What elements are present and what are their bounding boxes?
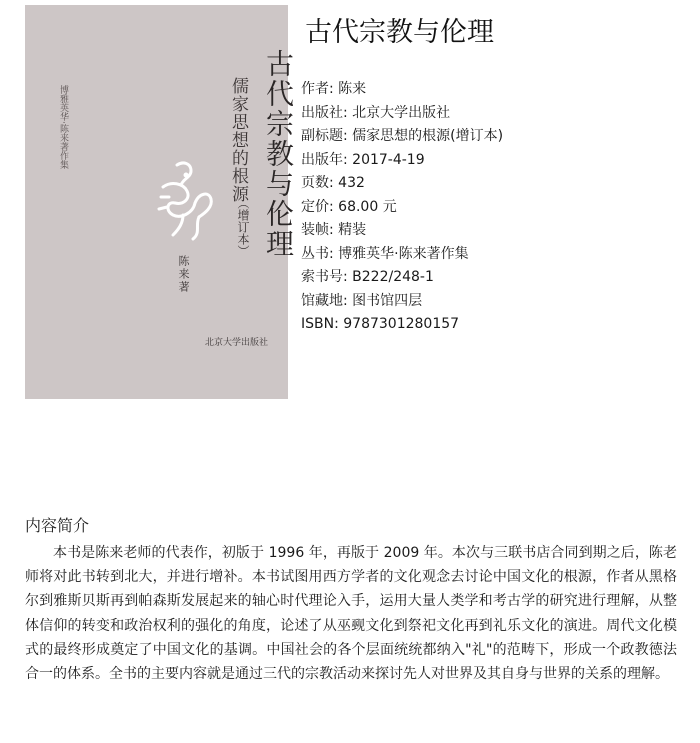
meta-publisher: 出版社: 北京大学出版社 bbox=[301, 104, 451, 121]
meta-pages: 页数: 432 bbox=[301, 175, 365, 191]
cover-subtitle: 儒家思想的根源 bbox=[228, 77, 248, 203]
meta-call-number: 索书号: B222/248-1 bbox=[301, 269, 434, 285]
meta-binding: 装帧: 精装 bbox=[301, 222, 367, 238]
cover-publisher-logo: 北京大学出版社 bbox=[205, 338, 269, 348]
meta-isbn: ISBN: 9787301280157 bbox=[301, 316, 460, 332]
intro-heading: 内容简介 bbox=[25, 516, 90, 535]
meta-price: 定价: 68.00 元 bbox=[301, 198, 397, 215]
book-metadata-list bbox=[301, 78, 503, 337]
meta-series: 丛书: 博雅英华·陈来著作集 bbox=[301, 245, 469, 262]
cover-author: 陈来著 bbox=[177, 255, 190, 294]
intro-paragraph: 本书是陈来老师的代表作，初版于 1996 年，再版于 2009 年。本次与三联书店合同到期之后，陈老师将对此书转到北大，并进行增补。本书试图用西方学者的文化观念去讨论中国文化的根源，作者从黑格尔到雅斯贝斯再到帕森斯发展起来的轴心时代理论入手，运用大量人类学和考古学的研究进行理解，从整体信仰的转变和政治权利的强化的角度，论述了从巫觋文化到祭祀文化再到礼乐文化的演进。周代文化模式的最终形成奠定了中国文化的基调。中国社会的各个层面统统都纳入"礼"的范畴下，形成一个政教德法合一的体系。全书的主要内容就是通过三代的宗教活动来探讨先人对世界及其自身与世界的关系的理解。 bbox=[25, 545, 677, 683]
cover-title: 古代宗教与伦理 bbox=[262, 49, 295, 259]
cover-series: 博雅英华·陈来著作集 bbox=[58, 85, 68, 169]
bronze-motif-icon bbox=[153, 157, 217, 243]
cover-edition: （增订本） bbox=[236, 197, 250, 257]
meta-subtitle: 副标题: 儒家思想的根源(增订本) bbox=[301, 128, 504, 144]
meta-author: 作者: 陈来 bbox=[301, 81, 367, 97]
meta-location: 馆藏地: 图书馆四层 bbox=[301, 292, 423, 309]
book-cover-image bbox=[25, 5, 295, 399]
book-title: 古代宗教与伦理 bbox=[305, 17, 494, 48]
meta-publish-date: 出版年: 2017-4-19 bbox=[301, 151, 425, 168]
